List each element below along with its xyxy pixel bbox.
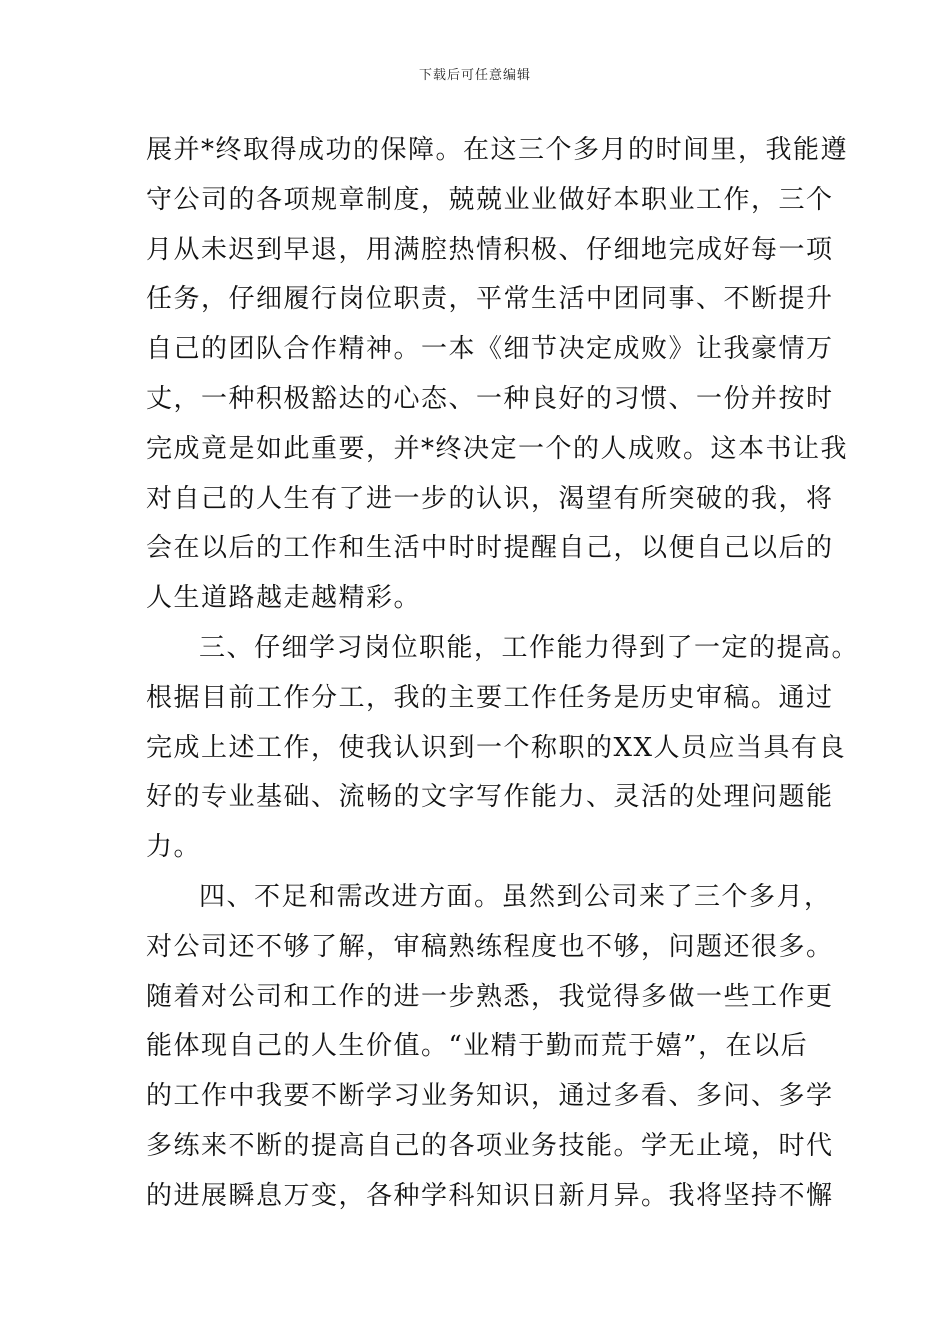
text-line: 好的专业基础、流畅的文字写作能力、灵活的处理问题能 [146,782,834,813]
text-line: 能体现自己的人生价值。“业精于勤而荒于嬉”，在以后 [146,1031,809,1062]
text-line: 的进展瞬息万变，各种学科知识日新月异。我将坚持不懈 [146,1180,834,1211]
text-line: 任务，仔细履行岗位职责，平常生活中团同事、不断提升 [146,284,834,315]
text-line: 的工作中我要不断学习业务知识，通过多看、多问、多学 [146,1081,834,1112]
text-line: 对自己的人生有了进一步的认识，渴望有所突破的我，将 [146,483,834,514]
text-line: 丈，一种积极豁达的心态、一种良好的习惯、一份并按时 [146,383,834,414]
text-line: 根据目前工作分工，我的主要工作任务是历史审稿。通过 [146,682,834,713]
document-body [146,126,860,1222]
text-line: 三、仔细学习岗位职能，工作能力得到了一定的提高。 [199,632,860,663]
text-line: 会在以后的工作和生活中时时提醒自己，以便自己以后的 [146,533,834,564]
text-line: 守公司的各项规章制度，兢兢业业做好本职业工作，三个 [146,184,834,215]
text-line: 人生道路越走越精彩。 [146,583,422,614]
text-line: 四、不足和需改进方面。虽然到公司来了三个多月， [199,881,832,912]
text-line: 展并*终取得成功的保障。在这三个多月的时间里，我能遵 [146,135,849,165]
text-line: 自己的团队合作精神。一本《细节决定成败》让我豪情万 [146,334,834,365]
text-line: 月从未迟到早退，用满腔热情积极、仔细地完成好每一项 [146,234,834,265]
text-line: 对公司还不够了解，审稿熟练程度也不够，问题还很多。 [146,931,834,962]
text-line: 完成竟是如此重要，并*终决定一个的人成败。这本书让我 [146,433,849,464]
text-line: 随着对公司和工作的进一步熟悉，我觉得多做一些工作更 [146,981,834,1012]
page-header: 下载后可任意编辑 [418,68,531,83]
text-line: 完成上述工作，使我认识到一个称职的XX人员应当具有良 [146,732,847,763]
text-line: 多练来不断的提高自己的各项业务技能。学无止境，时代 [146,1130,834,1161]
text-line: 力。 [146,832,202,863]
